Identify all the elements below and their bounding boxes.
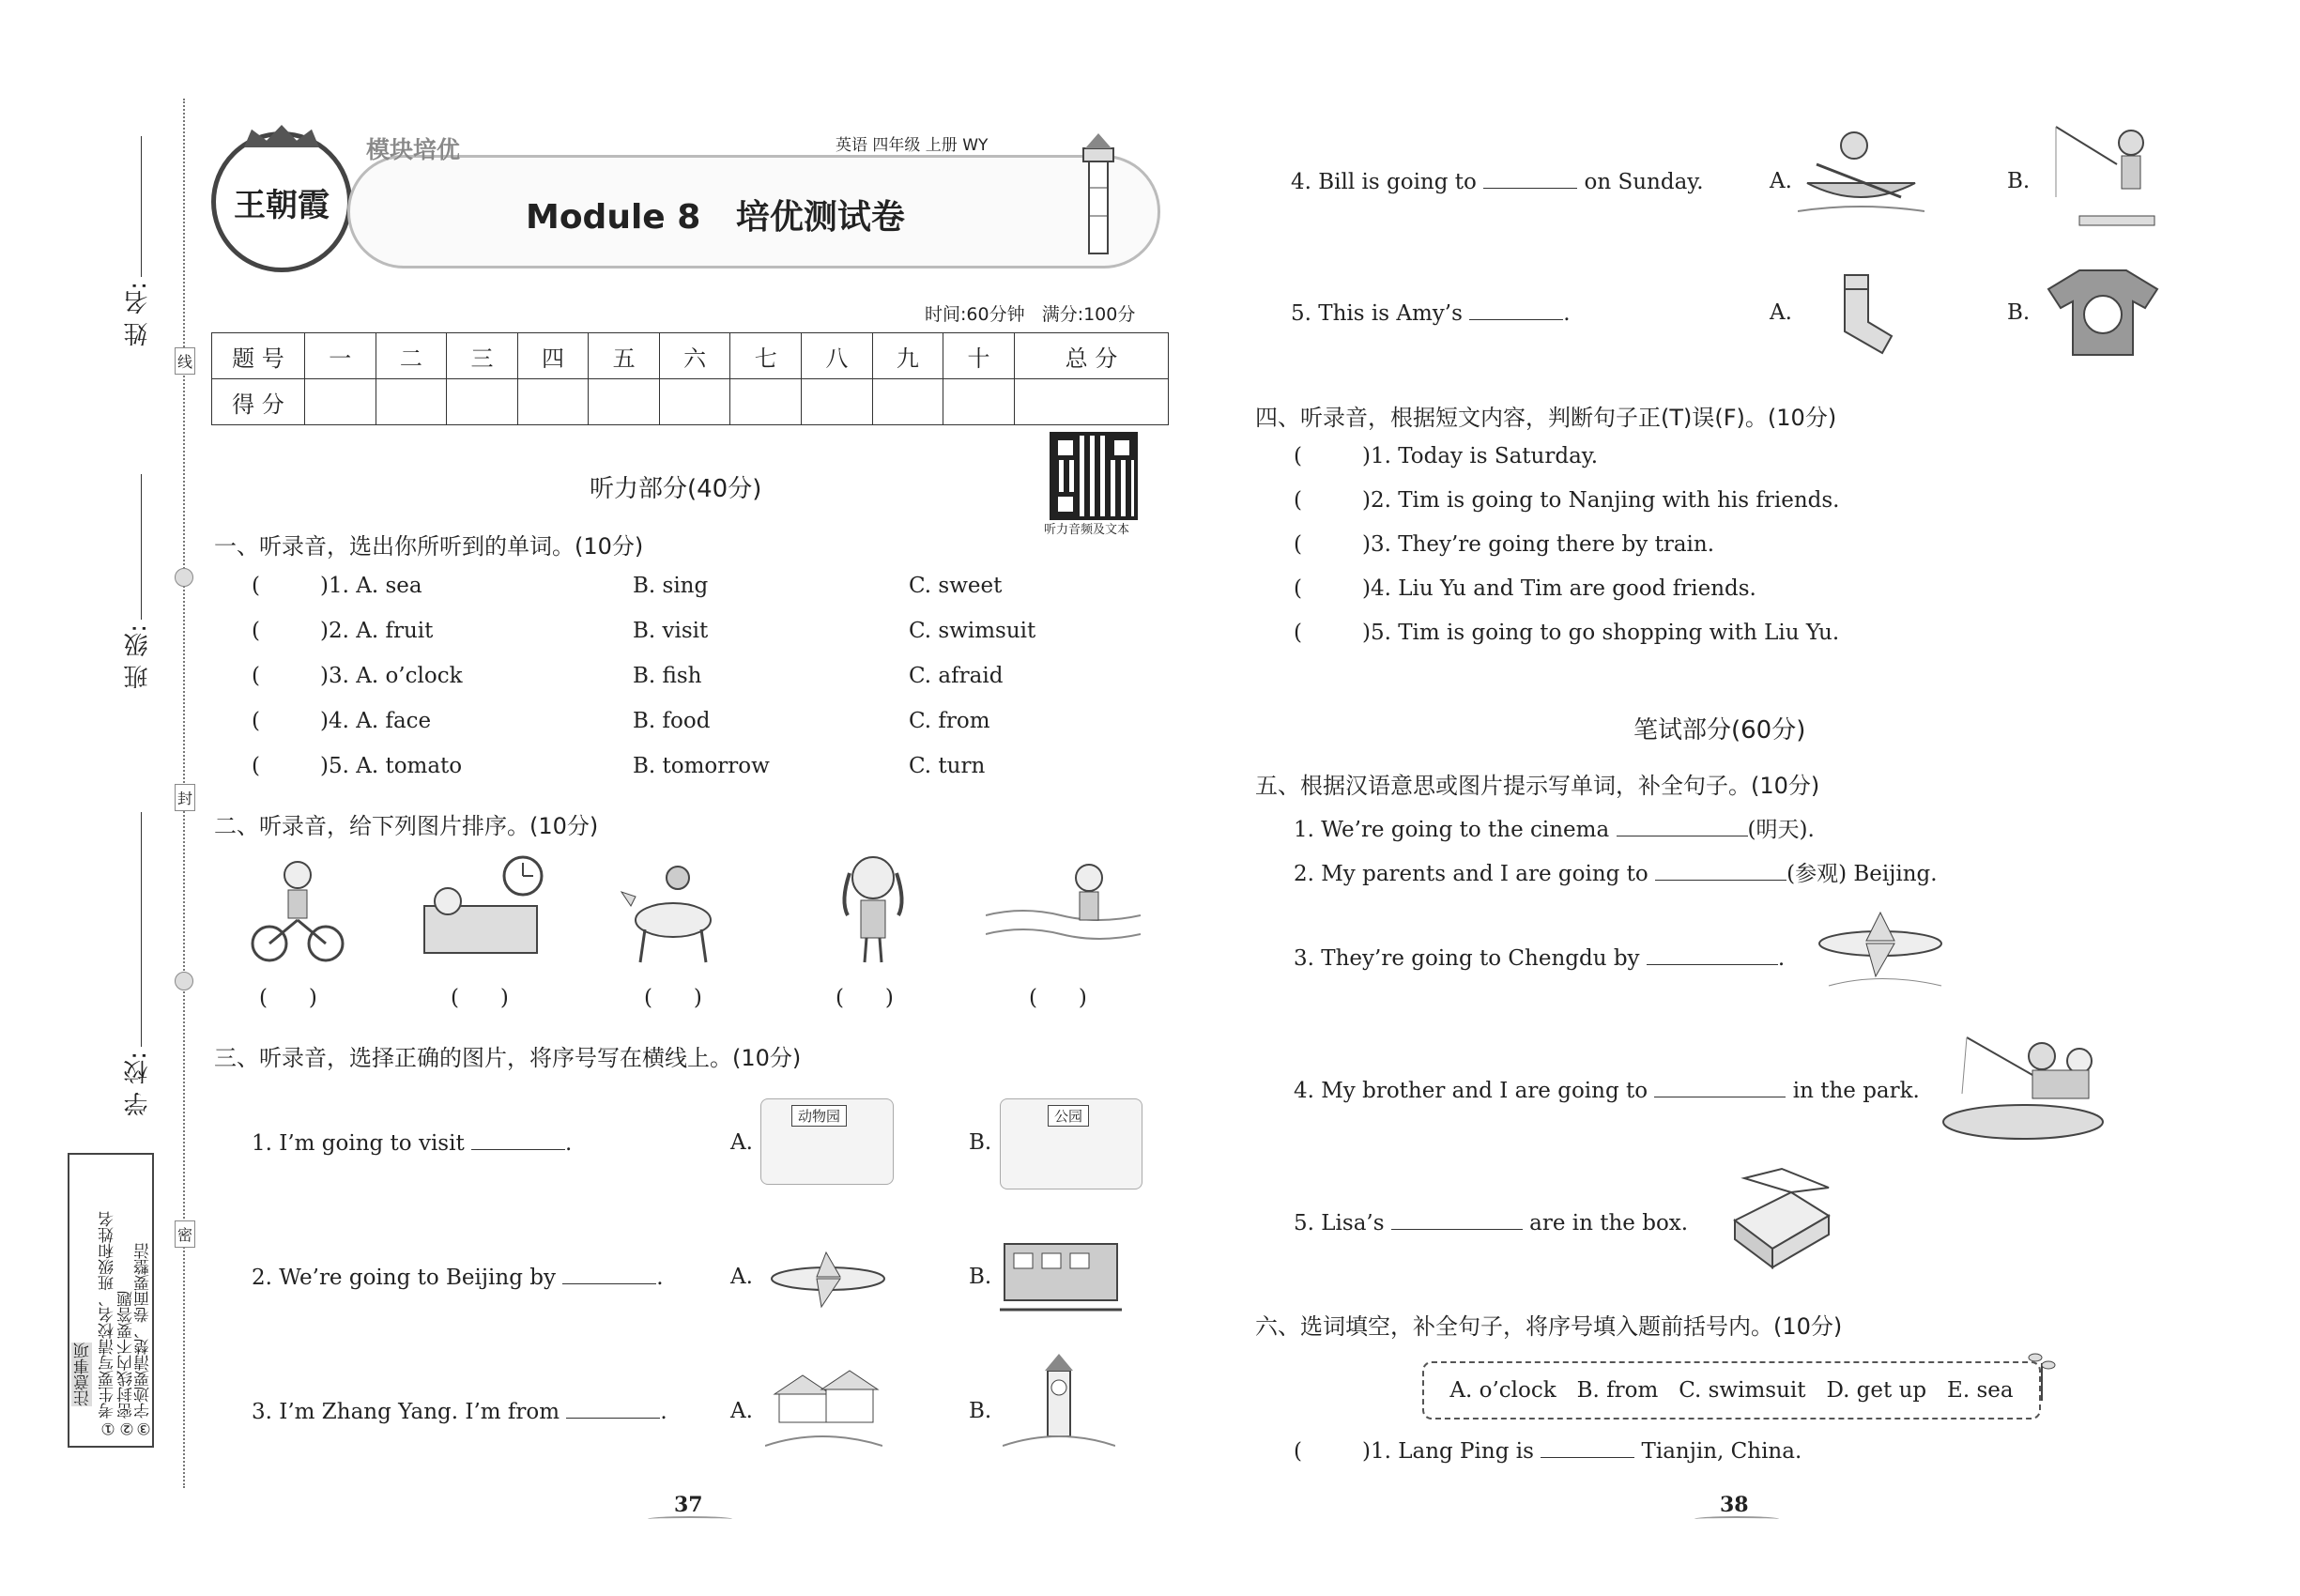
class-line[interactable] [141, 474, 142, 620]
park-sign: 公园 [1048, 1105, 1089, 1127]
logo-text: 王朝霞 [234, 186, 330, 224]
sec3-q3-a: A. [730, 1399, 753, 1423]
score-input[interactable] [872, 379, 943, 425]
answer-blank[interactable] [1655, 861, 1786, 881]
sec3-q2: 2. We’re going to Beijing by . [252, 1266, 664, 1290]
crown-icon [244, 125, 319, 147]
score-cell: 总 分 [1014, 333, 1168, 379]
sec5-item-2: 2. My parents and I are going to (参观) Beijing. [1294, 862, 1938, 886]
score-header-row [212, 333, 1169, 379]
sec1-item-2-b: B. visit [633, 619, 709, 643]
qr-code[interactable] [1050, 432, 1138, 520]
sec3-q5-b: B. [2007, 300, 2031, 325]
time-info: 时间:60分钟 满分:100分 [925, 304, 1136, 325]
score-cell: 四 [517, 333, 589, 379]
score-input[interactable] [802, 379, 873, 425]
sec5-item-5: 5. Lisa’s are in the box. [1294, 1211, 1689, 1235]
score-input[interactable] [943, 379, 1015, 425]
binding-hole-1 [175, 568, 193, 587]
sec6-options: A. o’clock B. from C. swimsuit D. get up E. sea [1449, 1378, 2014, 1403]
sec1-item-5-c: C. turn [909, 754, 986, 778]
score-cell: 五 [589, 333, 660, 379]
sec2-title: 二、听录音，给下列图片排序。(10分) [214, 813, 599, 839]
answer-blank[interactable] [1617, 817, 1748, 836]
clock-tower-image [1003, 1352, 1115, 1460]
page-title: Module 8 培优测试卷 [526, 198, 905, 237]
sec3-q4: 4. Bill is going to on Sunday. [1291, 170, 1704, 194]
qr-caption: 听力音频及文本 [1044, 523, 1130, 537]
boy-riding-horse-image [612, 854, 734, 967]
sec4-item-5: ( )5. Tim is going to go shopping with Liu Yu. [1294, 621, 1840, 645]
sec1-item-5: ( )5. A. tomato [252, 754, 463, 778]
sec1-item-5-b: B. tomorrow [633, 754, 770, 778]
chinese-town-image [765, 1357, 882, 1455]
sec3-q1-b: B. [969, 1130, 992, 1155]
sec2-paren-3[interactable]: ( ) [644, 986, 702, 1010]
sec2-paren-2[interactable]: ( ) [451, 986, 509, 1010]
boy-fishing-image [2051, 122, 2159, 230]
sock-image [1831, 270, 1896, 355]
class-label: 班 级: [124, 624, 152, 690]
notice-title: 注意事项 [71, 1343, 92, 1406]
notice-item-3: ③字迹要清楚、卷面要整洁 [134, 1243, 153, 1437]
score-input[interactable] [659, 379, 730, 425]
sec3-q5-a: A. [1770, 300, 1792, 325]
score-input[interactable] [730, 379, 802, 425]
answer-blank[interactable] [1469, 300, 1563, 320]
sec3-q2-b: B. [969, 1265, 992, 1289]
sec5-item-4: 4. My brother and I are going to in the park. [1294, 1079, 1920, 1103]
sec6-title: 六、选词填空，补全句子，将序号填入题前括号内。(10分) [1255, 1313, 1843, 1340]
sec2-paren-1[interactable]: ( ) [259, 986, 317, 1010]
lighthouse-icon [1070, 131, 1127, 258]
score-input[interactable] [1014, 379, 1168, 425]
score-cell: 九 [872, 333, 943, 379]
answer-blank[interactable] [566, 1399, 660, 1419]
kids-fishing-image [1939, 1028, 2112, 1145]
sprout-icon [2028, 1344, 2056, 1401]
airplane-image [765, 1241, 892, 1316]
answer-blank[interactable] [1391, 1210, 1523, 1230]
seal-mark-seal: 封 [175, 784, 195, 811]
sec4-item-1: ( )1. Today is Saturday. [1294, 444, 1599, 468]
boy-in-bed-clock-image [415, 850, 546, 967]
sec1-item-4-b: B. food [633, 709, 711, 733]
score-cell: 六 [659, 333, 730, 379]
score-cell: 七 [730, 333, 802, 379]
page-number-left: 37 [674, 1493, 703, 1517]
answer-blank[interactable] [1647, 945, 1778, 965]
sec6-options-box [1422, 1361, 2041, 1420]
zoo-gate-image [760, 1098, 894, 1185]
sec3-q3: 3. I’m Zhang Yang. I’m from . [252, 1400, 667, 1424]
answer-blank[interactable] [562, 1265, 656, 1284]
sec4-title: 四、听录音，根据短文内容，判断句子正(T)误(F)。(10分) [1255, 405, 1837, 431]
sec1-item-3-b: B. fish [633, 664, 702, 688]
sec1-item-2: ( )2. A. fruit [252, 619, 434, 643]
notice-item-2: ②密封线内不要答题 [117, 1291, 136, 1437]
sec5-title: 五、根据汉语意思或图片提示写单词，补全句子。(10分) [1255, 773, 1820, 799]
brand-logo [211, 131, 352, 272]
score-input[interactable] [447, 379, 518, 425]
sec4-item-4: ( )4. Liu Yu and Tim are good friends. [1294, 576, 1756, 601]
listening-title: 听力部分(40分) [590, 475, 762, 503]
sec4-item-2: ( )2. Tim is going to Nanjing with his friends. [1294, 488, 1840, 513]
park-gate-image [1000, 1098, 1142, 1189]
binding-hole-2 [175, 972, 193, 990]
score-row-label: 得 分 [212, 379, 305, 425]
answer-blank[interactable] [1654, 1078, 1786, 1097]
sec5-item-3: 3. They’re going to Chengdu by . [1294, 946, 1786, 971]
boy-rowing-boat-image [1798, 122, 1924, 221]
score-input[interactable] [517, 379, 589, 425]
zoo-sign: 动物园 [791, 1105, 847, 1127]
score-cell: 一 [305, 333, 376, 379]
school-line[interactable] [141, 812, 142, 1047]
sec2-paren-5[interactable]: ( ) [1029, 986, 1087, 1010]
sec1-item-3-c: C. afraid [909, 664, 1004, 688]
sec3-q1: 1. I’m going to visit . [252, 1131, 573, 1156]
score-input[interactable] [305, 379, 376, 425]
sec3-q4-b: B. [2007, 169, 2031, 193]
sec1-item-1-c: C. sweet [909, 574, 1003, 598]
sec1-item-2-c: C. swimsuit [909, 619, 1036, 643]
sec3-q2-a: A. [730, 1265, 753, 1289]
sec6-item-1: ( )1. Lang Ping is Tianjin, China. [1294, 1439, 1802, 1464]
answer-blank[interactable] [471, 1130, 565, 1150]
sec3-q1-a: A. [730, 1130, 753, 1155]
seal-mark-line: 线 [175, 347, 195, 375]
page-number-right: 38 [1720, 1493, 1749, 1517]
sec1-item-4: ( )4. A. face [252, 709, 432, 733]
book-meta: 英语 四年级 上册 WY [836, 136, 989, 155]
sec5-item-1: 1. We’re going to the cinema (明天). [1294, 818, 1815, 842]
sec2-paren-4[interactable]: ( ) [836, 986, 894, 1010]
sec1-item-3: ( )3. A. o’clock [252, 664, 463, 688]
sec3-title: 三、听录音，选择正确的图片，将序号写在横线上。(10分) [214, 1045, 802, 1071]
sec3-q3-b: B. [969, 1399, 992, 1423]
score-cell: 题 号 [212, 333, 305, 379]
sec1-item-1-b: B. sing [633, 574, 709, 598]
sec1-item-4-c: C. from [909, 709, 990, 733]
notice-box [68, 1153, 154, 1448]
score-input[interactable] [376, 379, 447, 425]
score-cell: 三 [447, 333, 518, 379]
series-label: 模块培优 [366, 136, 461, 163]
score-cell: 八 [802, 333, 873, 379]
score-value-row [212, 379, 1169, 425]
seal-mark-secret: 密 [175, 1220, 195, 1248]
score-table [211, 332, 1169, 425]
sec3-q5: 5. This is Amy’s . [1291, 301, 1571, 326]
sec1-title: 一、听录音，选出你所听到的单词。(10分) [214, 533, 644, 560]
boy-at-sea-image [986, 850, 1141, 962]
name-line[interactable] [141, 136, 142, 277]
tshirt-image [2047, 266, 2159, 360]
score-cell: 十 [943, 333, 1015, 379]
girl-scared-image [831, 850, 915, 967]
answer-blank[interactable] [1483, 169, 1577, 189]
notice-item-1: ①考生要写清校名、班级和姓名 [99, 1211, 117, 1437]
name-label: 姓 名: [124, 282, 152, 347]
sec3-q4-a: A. [1770, 169, 1792, 193]
airplane-hint-image [1810, 901, 1951, 995]
shoes-in-box-image [1725, 1164, 1833, 1272]
writing-title: 笔试部分(60分) [1633, 716, 1806, 744]
school-label: 学 校: [124, 1051, 152, 1117]
sec1-item-1: ( )1. A. sea [252, 574, 422, 598]
answer-blank[interactable] [1541, 1438, 1634, 1458]
score-input[interactable] [589, 379, 660, 425]
page-ornament-left [648, 1516, 732, 1522]
train-image [1000, 1235, 1122, 1319]
score-cell: 二 [376, 333, 447, 379]
sec4-item-3: ( )3. They’re going there by train. [1294, 532, 1715, 557]
page-ornament-right [1694, 1516, 1779, 1522]
girl-riding-bike-image [246, 854, 349, 967]
